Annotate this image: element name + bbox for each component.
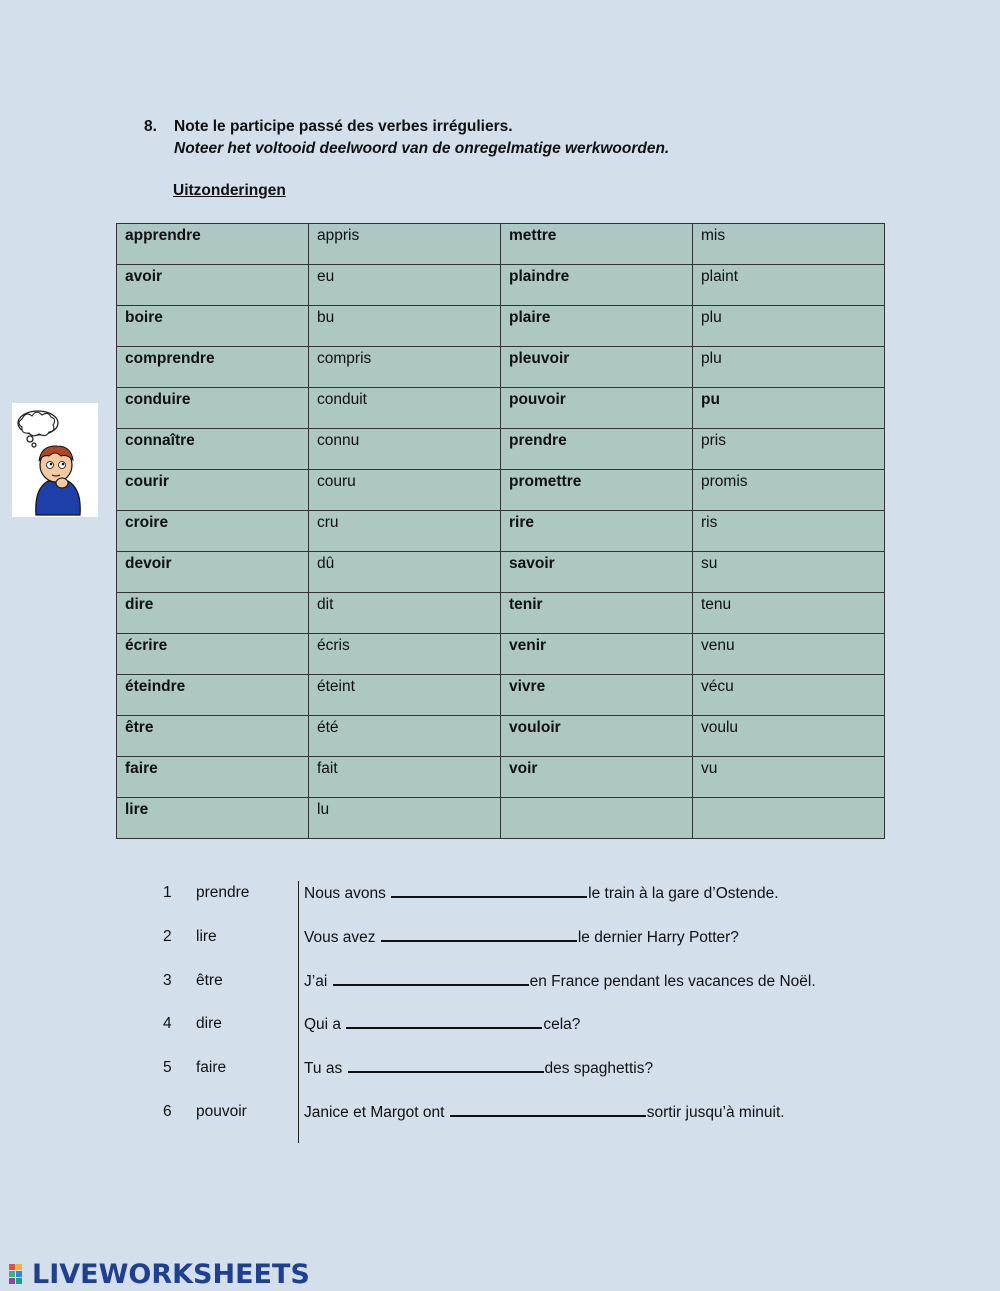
sentence-end: le dernier Harry Potter? xyxy=(577,929,739,946)
exercise-item-number: 6 xyxy=(163,1103,172,1120)
exercise-item-number: 3 xyxy=(163,972,172,989)
participle-cell: bu xyxy=(309,306,501,347)
answer-blank[interactable] xyxy=(346,1013,542,1029)
participle-cell: été xyxy=(309,716,501,757)
sentence-start: Vous avez xyxy=(304,929,380,946)
participle-cell: vu xyxy=(693,757,885,798)
exercise-number: 8. xyxy=(144,118,157,135)
participle-cell: conduit xyxy=(309,388,501,429)
exercise-item-number: 1 xyxy=(163,884,172,901)
participle-cell: voulu xyxy=(693,716,885,757)
participle-cell: venu xyxy=(693,634,885,675)
infinitive-cell: pleuvoir xyxy=(501,347,693,388)
participle-cell: dit xyxy=(309,593,501,634)
exercise-heading xyxy=(144,116,669,160)
participle-cell: eu xyxy=(309,265,501,306)
infinitive-cell: devoir xyxy=(117,552,309,593)
answer-blank[interactable] xyxy=(348,1057,544,1073)
answer-blank[interactable] xyxy=(333,970,529,986)
sentence-end: en France pendant les vacances de Noël. xyxy=(529,973,816,990)
infinitive-cell: lire xyxy=(117,798,309,839)
infinitive-cell: connaître xyxy=(117,429,309,470)
verb-row xyxy=(117,716,885,757)
thinking-boy-illustration xyxy=(12,403,98,517)
participle-cell: couru xyxy=(309,470,501,511)
participle-cell: cru xyxy=(309,511,501,552)
sentence-end: cela? xyxy=(543,1016,581,1033)
participle-cell: su xyxy=(693,552,885,593)
participle-cell: ris xyxy=(693,511,885,552)
infinitive-cell: apprendre xyxy=(117,224,309,265)
participle-cell: appris xyxy=(309,224,501,265)
exercise-item-verb: faire xyxy=(196,1059,227,1076)
participle-cell: plu xyxy=(693,347,885,388)
infinitive-cell: prendre xyxy=(501,429,693,470)
answer-blank[interactable] xyxy=(391,882,587,898)
sentence-end: sortir jusqu’à minuit. xyxy=(646,1104,785,1121)
infinitive-cell: croire xyxy=(117,511,309,552)
infinitive-cell: promettre xyxy=(501,470,693,511)
participle-cell: fait xyxy=(309,757,501,798)
infinitive-cell: conduire xyxy=(117,388,309,429)
participle-cell: pris xyxy=(693,429,885,470)
participle-cell: lu xyxy=(309,798,501,839)
verb-row xyxy=(117,265,885,306)
participle-cell: tenu xyxy=(693,593,885,634)
exercise-subtitle: Noteer het voltooid deelwoord van de onregelmatige werkwoorden. xyxy=(174,140,670,157)
participle-cell: plaint xyxy=(693,265,885,306)
sentence-start: Tu as xyxy=(304,1060,347,1077)
infinitive-cell: voir xyxy=(501,757,693,798)
answer-blank[interactable] xyxy=(381,926,577,942)
answer-blank[interactable] xyxy=(450,1101,646,1117)
exercise-sentence xyxy=(304,1057,653,1080)
infinitive-cell: pouvoir xyxy=(501,388,693,429)
exercise-item-verb: pouvoir xyxy=(196,1103,247,1120)
exercise-item-number: 2 xyxy=(163,928,172,945)
infinitive-cell: avoir xyxy=(117,265,309,306)
verb-row xyxy=(117,757,885,798)
infinitive-cell: faire xyxy=(117,757,309,798)
infinitive-cell: mettre xyxy=(501,224,693,265)
sentence-start: Qui a xyxy=(304,1016,346,1033)
verb-row xyxy=(117,429,885,470)
participle-cell: plu xyxy=(693,306,885,347)
brand-name: LIVEWORKSHEETS xyxy=(32,1258,310,1290)
exercise-item-number: 4 xyxy=(163,1015,172,1032)
verb-row xyxy=(117,634,885,675)
liveworksheets-logo-icon xyxy=(8,1262,30,1286)
verb-row xyxy=(117,593,885,634)
verb-row xyxy=(117,675,885,716)
sentence-start: J’ai xyxy=(304,973,332,990)
infinitive-cell: plaindre xyxy=(501,265,693,306)
sentence-end: le train à la gare d’Ostende. xyxy=(588,885,779,902)
exercise-item-verb: lire xyxy=(196,928,217,945)
participle-cell: promis xyxy=(693,470,885,511)
sentence-end: des spaghettis? xyxy=(544,1060,654,1077)
exercise-title: Note le participe passé des verbes irréguliers. xyxy=(174,118,513,135)
participle-cell: écris xyxy=(309,634,501,675)
infinitive-cell: éteindre xyxy=(117,675,309,716)
participle-cell: compris xyxy=(309,347,501,388)
infinitive-cell: courir xyxy=(117,470,309,511)
infinitive-cell: boire xyxy=(117,306,309,347)
exercise-item-verb: prendre xyxy=(196,884,250,901)
exercise-divider xyxy=(298,881,299,1143)
participle-cell: mis xyxy=(693,224,885,265)
infinitive-cell: savoir xyxy=(501,552,693,593)
infinitive-cell: être xyxy=(117,716,309,757)
verb-row xyxy=(117,306,885,347)
verb-row xyxy=(117,388,885,429)
infinitive-cell: vouloir xyxy=(501,716,693,757)
verb-row xyxy=(117,224,885,265)
infinitive-cell: rire xyxy=(501,511,693,552)
verb-row xyxy=(117,511,885,552)
participle-cell: vécu xyxy=(693,675,885,716)
verb-row xyxy=(117,470,885,511)
participle-cell: dû xyxy=(309,552,501,593)
participle-cell: pu xyxy=(693,388,885,429)
exercise-sentence xyxy=(304,970,816,993)
exercise-item-verb: dire xyxy=(196,1015,222,1032)
infinitive-cell: écrire xyxy=(117,634,309,675)
infinitive-cell: dire xyxy=(117,593,309,634)
participle-cell: connu xyxy=(309,429,501,470)
infinitive-cell: comprendre xyxy=(117,347,309,388)
participle-cell: éteint xyxy=(309,675,501,716)
infinitive-cell xyxy=(501,798,693,839)
exercise-sentence xyxy=(304,926,739,949)
exceptions-label: Uitzonderingen xyxy=(173,182,286,199)
exercise-sentence xyxy=(304,1013,580,1036)
infinitive-cell: plaire xyxy=(501,306,693,347)
exercise-sentence xyxy=(304,882,779,905)
verb-row xyxy=(117,347,885,388)
infinitive-cell: tenir xyxy=(501,593,693,634)
participle-cell xyxy=(693,798,885,839)
sentence-start: Janice et Margot ont xyxy=(304,1104,449,1121)
infinitive-cell: venir xyxy=(501,634,693,675)
infinitive-cell: vivre xyxy=(501,675,693,716)
irregular-verbs-table xyxy=(116,223,885,839)
liveworksheets-brand xyxy=(8,1260,310,1288)
verb-row xyxy=(117,798,885,839)
exercise-item-verb: être xyxy=(196,972,223,989)
exercise-item-number: 5 xyxy=(163,1059,172,1076)
sentence-start: Nous avons xyxy=(304,885,391,902)
verb-row xyxy=(117,552,885,593)
exercise-sentence xyxy=(304,1101,785,1124)
